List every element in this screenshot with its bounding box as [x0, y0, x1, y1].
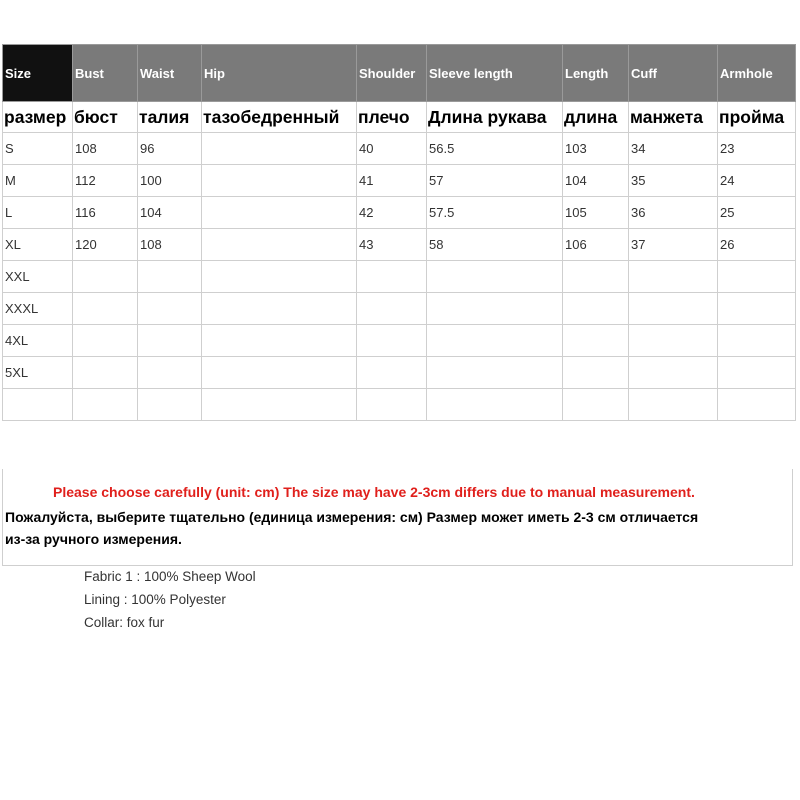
value-cell	[73, 357, 138, 389]
size-cell: 5XL	[3, 357, 73, 389]
value-cell: 25	[718, 197, 796, 229]
header-cell: Length	[563, 45, 629, 102]
value-cell: 34	[629, 133, 718, 165]
value-cell	[427, 325, 563, 357]
collar-line: Collar: fox fur	[84, 615, 165, 630]
value-cell: 40	[357, 133, 427, 165]
value-cell	[138, 261, 202, 293]
size-cell: XXXL	[3, 293, 73, 325]
size-cell: S	[3, 133, 73, 165]
value-cell	[357, 261, 427, 293]
note-russian-line1: Пожалуйста, выберите тщательно (единица измерения: см) Размер может иметь 2-3 см отличается	[5, 509, 699, 525]
value-cell	[427, 357, 563, 389]
table-row	[3, 357, 796, 389]
header-row-en	[3, 45, 796, 102]
value-cell	[718, 293, 796, 325]
size-cell: XXL	[3, 261, 73, 293]
value-cell	[202, 165, 357, 197]
value-cell: 41	[357, 165, 427, 197]
header-row-ru	[3, 102, 796, 133]
value-cell	[718, 389, 796, 421]
value-cell: 57	[427, 165, 563, 197]
table-row	[3, 325, 796, 357]
table-row	[3, 133, 796, 165]
size-chart-table	[2, 44, 796, 421]
value-cell	[427, 293, 563, 325]
value-cell	[563, 389, 629, 421]
ru-header-cell: талия	[138, 102, 202, 133]
value-cell	[563, 325, 629, 357]
value-cell	[202, 293, 357, 325]
header-cell: Shoulder	[357, 45, 427, 102]
header-cell: Sleeve length	[427, 45, 563, 102]
ru-header-cell: Длина рукава	[427, 102, 563, 133]
header-cell: Hip	[202, 45, 357, 102]
value-cell: 108	[138, 229, 202, 261]
header-cell: Waist	[138, 45, 202, 102]
value-cell: 37	[629, 229, 718, 261]
table-row	[3, 197, 796, 229]
value-cell	[563, 357, 629, 389]
value-cell	[202, 389, 357, 421]
value-cell: 106	[563, 229, 629, 261]
value-cell	[629, 357, 718, 389]
value-cell	[202, 133, 357, 165]
value-cell	[202, 197, 357, 229]
ru-header-cell: тазобедренный	[202, 102, 357, 133]
value-cell	[718, 325, 796, 357]
value-cell	[357, 325, 427, 357]
header-cell: Cuff	[629, 45, 718, 102]
value-cell	[73, 261, 138, 293]
value-cell: 23	[718, 133, 796, 165]
ru-header-cell: манжета	[629, 102, 718, 133]
value-cell	[73, 293, 138, 325]
value-cell	[629, 261, 718, 293]
value-cell: 103	[563, 133, 629, 165]
value-cell: 105	[563, 197, 629, 229]
value-cell	[357, 357, 427, 389]
value-cell	[718, 357, 796, 389]
value-cell	[563, 261, 629, 293]
value-cell: 120	[73, 229, 138, 261]
header-cell: Bust	[73, 45, 138, 102]
value-cell	[202, 325, 357, 357]
note-english: Please choose carefully (unit: cm) The size may have 2-3cm differs due to manual measurement.	[53, 484, 695, 500]
note-russian-line2: из-за ручного измерения.	[5, 531, 182, 547]
header-cell: Size	[3, 45, 73, 102]
size-cell: 4XL	[3, 325, 73, 357]
value-cell	[629, 293, 718, 325]
value-cell: 57.5	[427, 197, 563, 229]
table-row	[3, 389, 796, 421]
table-row	[3, 165, 796, 197]
value-cell: 112	[73, 165, 138, 197]
ru-header-cell: бюст	[73, 102, 138, 133]
fabric-line: Fabric 1 : 100% Sheep Wool	[84, 569, 256, 584]
measurement-note	[2, 469, 793, 566]
table-row	[3, 229, 796, 261]
table-row	[3, 293, 796, 325]
value-cell: 26	[718, 229, 796, 261]
value-cell	[202, 261, 357, 293]
value-cell: 104	[138, 197, 202, 229]
size-cell: M	[3, 165, 73, 197]
lining-line: Lining : 100% Polyester	[84, 592, 226, 607]
value-cell	[629, 389, 718, 421]
value-cell: 56.5	[427, 133, 563, 165]
value-cell	[138, 389, 202, 421]
ru-header-cell: пройма	[718, 102, 796, 133]
size-cell: L	[3, 197, 73, 229]
value-cell	[138, 357, 202, 389]
value-cell: 96	[138, 133, 202, 165]
value-cell: 58	[427, 229, 563, 261]
value-cell	[73, 325, 138, 357]
value-cell: 108	[73, 133, 138, 165]
value-cell: 42	[357, 197, 427, 229]
value-cell	[357, 389, 427, 421]
value-cell	[138, 293, 202, 325]
ru-header-cell: размер	[3, 102, 73, 133]
value-cell	[427, 261, 563, 293]
value-cell: 43	[357, 229, 427, 261]
value-cell	[563, 293, 629, 325]
table-row	[3, 261, 796, 293]
value-cell	[629, 325, 718, 357]
value-cell: 24	[718, 165, 796, 197]
value-cell: 116	[73, 197, 138, 229]
value-cell: 100	[138, 165, 202, 197]
value-cell	[427, 389, 563, 421]
value-cell	[202, 229, 357, 261]
value-cell	[73, 389, 138, 421]
ru-header-cell: длина	[563, 102, 629, 133]
value-cell: 35	[629, 165, 718, 197]
size-cell	[3, 389, 73, 421]
ru-header-cell: плечо	[357, 102, 427, 133]
value-cell	[138, 325, 202, 357]
value-cell	[357, 293, 427, 325]
header-cell: Armhole	[718, 45, 796, 102]
value-cell: 36	[629, 197, 718, 229]
value-cell	[202, 357, 357, 389]
value-cell: 104	[563, 165, 629, 197]
size-cell: XL	[3, 229, 73, 261]
value-cell	[718, 261, 796, 293]
